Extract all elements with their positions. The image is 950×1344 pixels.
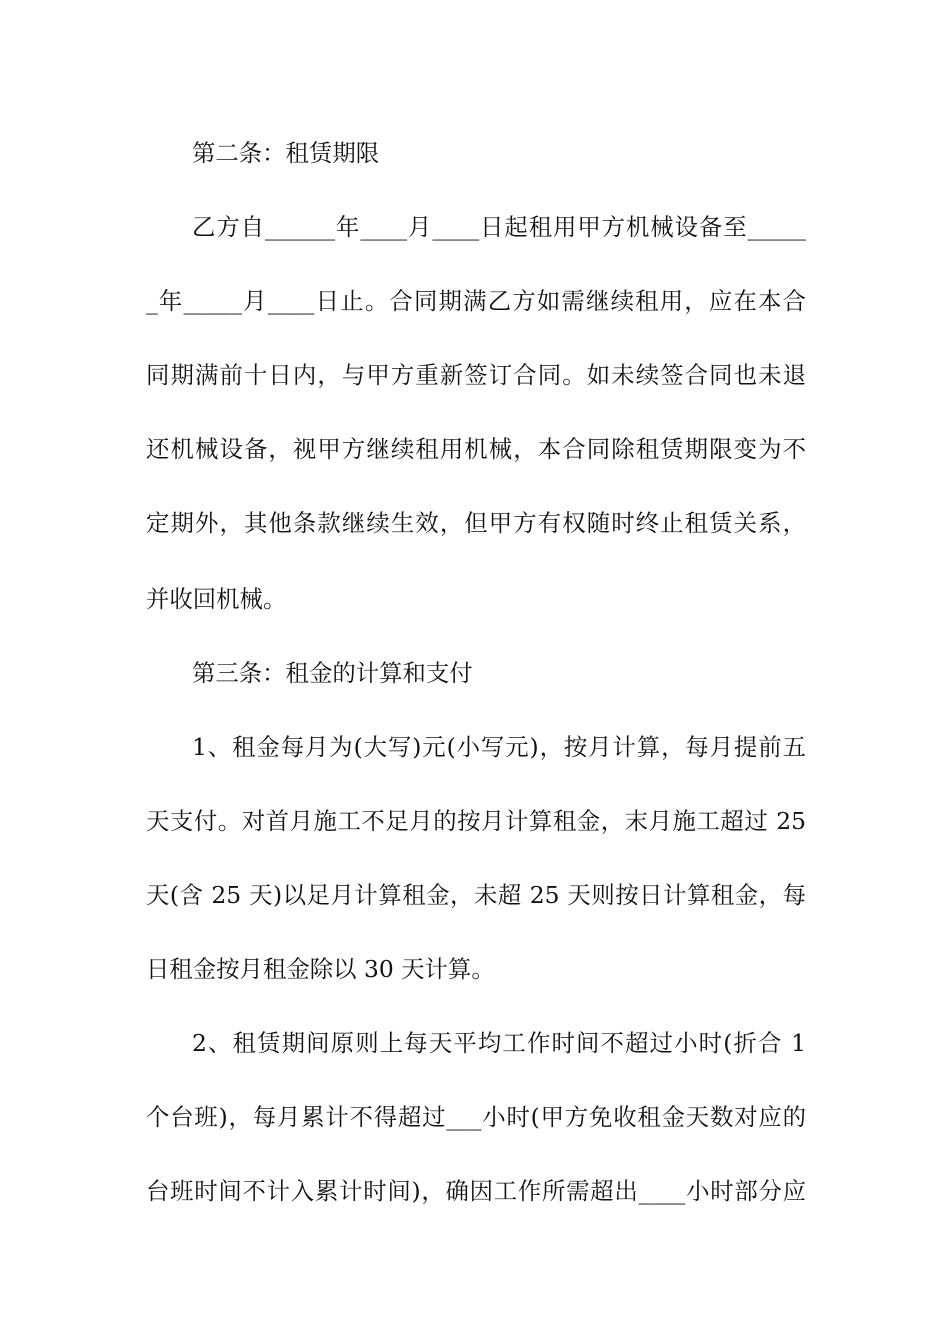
paragraph-line: 2、租赁期间原则上每天平均工作时间不超过小时(折合 1 (192, 1029, 806, 1057)
paragraph-line: 并收回机械。 (146, 585, 287, 613)
paragraph-line: 还机械设备，视甲方继续租用机械，本合同除租赁期限变为不 (146, 435, 806, 463)
paragraph-line: 乙方自______年____月____日起租用甲方机械设备至_____ (192, 213, 806, 241)
section-heading-2: 第二条：租赁期限 (192, 139, 380, 167)
section-heading-3: 第三条：租金的计算和支付 (192, 659, 473, 687)
paragraph-line: 天支付。对首月施工不足月的按月计算租金，末月施工超过 25 (146, 807, 806, 835)
paragraph-line: 同期满前十日内，与甲方重新签订合同。如未续签合同也未退 (146, 361, 806, 389)
paragraph-line: 天(含 25 天)以足月计算租金，未超 25 天则按日计算租金，每 (146, 881, 806, 909)
paragraph-line: 个台班)，每月累计不得超过___小时(甲方免收租金天数对应的 (146, 1103, 806, 1131)
paragraph-line: 1、租金每月为(大写)元(小写元)，按月计算，每月提前五 (192, 733, 806, 761)
paragraph-line: 日租金按月租金除以 30 天计算。 (146, 955, 495, 983)
paragraph-line: 定期外，其他条款继续生效，但甲方有权随时终止租赁关系， (146, 509, 806, 537)
paragraph-line: _年_____月____日止。合同期满乙方如需继续租用，应在本合 (146, 287, 806, 315)
paragraph-line: 台班时间不计入累计时间)，确因工作所需超出____小时部分应 (146, 1177, 806, 1205)
